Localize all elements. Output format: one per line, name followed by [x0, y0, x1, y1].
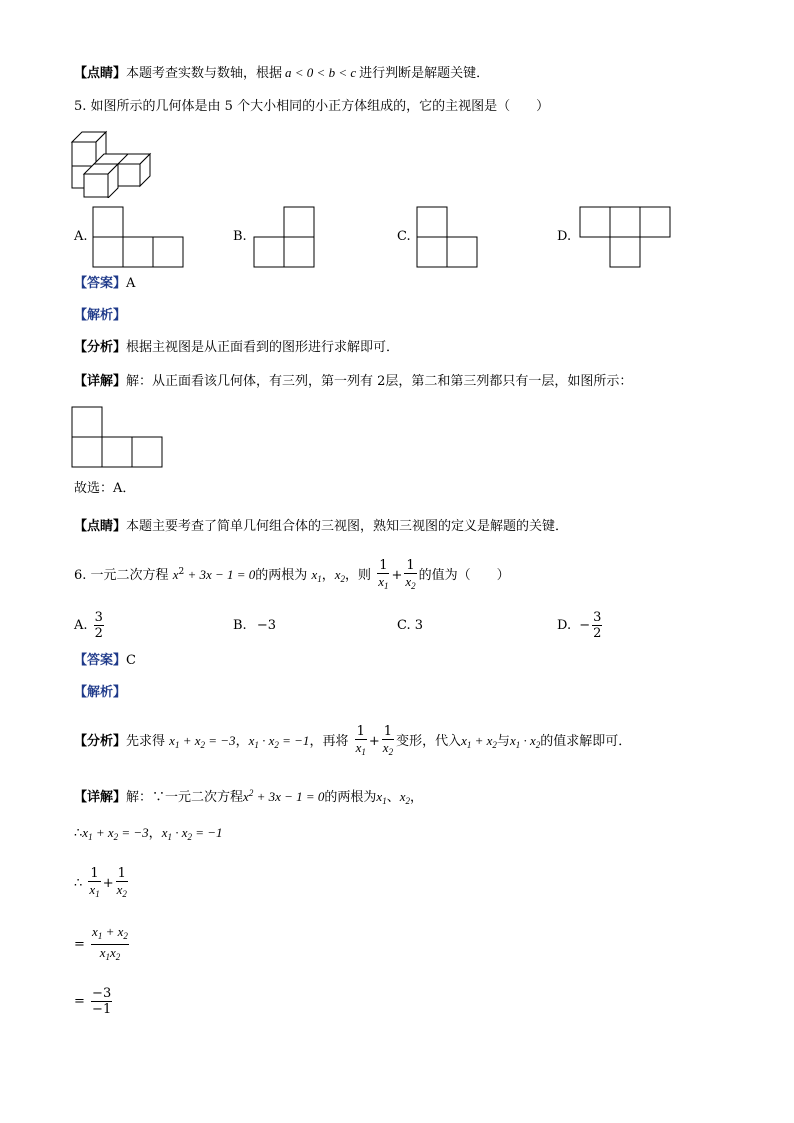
q6-step-4-frac: $\frac{-3}{-1}$ — [92, 986, 112, 1017]
q6-eq-sq: 2 — [178, 567, 185, 577]
dianjing-tag: 【点睛】 — [74, 66, 127, 81]
dianjing-line-1 — [74, 64, 489, 83]
dianjing-text-a: 本题考查实数与数轴，根据 — [126, 66, 283, 81]
dianjing-text-b: 进行判断是解题关键． — [359, 66, 490, 81]
q5-option-d-figure[interactable] — [579, 206, 671, 268]
q6-fenxi-text-2: ，再将 — [309, 734, 349, 749]
q6-fenxi-frac-1: $\frac{1}{x_1}$ — [355, 723, 366, 757]
q6-option-a[interactable] — [74, 606, 106, 646]
q6-xiangjie-x2: $x_2$ — [399, 789, 410, 806]
q6-fenxi-yu: 与 — [496, 734, 510, 749]
q5-xiangjie-tag: 【详解】 — [74, 374, 127, 389]
q5-solid-figure — [70, 130, 154, 198]
q6-option-d-label: D. — [557, 618, 572, 633]
q6-comma: ， — [321, 568, 335, 583]
q6-step-2-frac-2: $\frac{1}{x_2}$ — [116, 865, 127, 899]
q5-dianjing-tag: 【点睛】 — [74, 519, 127, 534]
q6-ze: ，则 — [345, 568, 372, 583]
q5-solution-figure — [71, 406, 163, 468]
q6-question — [74, 552, 510, 599]
q6-step-3-frac: $\frac{x_1 + x_2}{x_1x_2}$ — [92, 924, 128, 962]
q6-step-4-eq: = — [74, 994, 85, 1009]
q6-x2: $x_2$ — [334, 567, 346, 584]
q6-step-3 — [74, 924, 131, 965]
q5-option-c-figure[interactable] — [416, 206, 478, 268]
q6-xiangjie-x1: $x_1$ — [376, 789, 387, 806]
q6-fenxi-sum-2: $x_1 + x_2$ — [461, 733, 497, 750]
q6-plus: + — [391, 568, 403, 583]
q6-fenxi-plus: + — [368, 734, 380, 749]
q6-option-d-neg: − — [579, 618, 591, 633]
q5-answer-value: A — [126, 276, 136, 291]
q5-jiexi: 【解析】 — [74, 308, 127, 323]
q6-jiexi: 【解析】 — [74, 685, 127, 700]
q6-fenxi-text-3: 变形，代入 — [396, 734, 462, 749]
q6-fenxi — [74, 721, 631, 765]
q6-step-2-plus: + — [102, 876, 114, 891]
q6-xiangjie-dun: 、 — [386, 790, 400, 805]
q6-fenxi-prod-2: $x_1 \cdot x_2$ — [509, 733, 541, 750]
q6-frac-1: $\frac{1}{x_1}$ — [378, 557, 389, 591]
q6-step-4 — [74, 982, 114, 1022]
q5-option-b-label[interactable]: B. — [233, 229, 247, 244]
q6-xiangjie-text-1: 解：∵一元二次方程 — [126, 790, 244, 805]
q6-fenxi-tag: 【分析】 — [74, 734, 127, 749]
q6-step-2 — [74, 864, 130, 904]
q6-fenxi-text-4: 的值求解即可． — [540, 734, 632, 749]
q6-option-b[interactable] — [233, 606, 276, 646]
q6-step-1-sum: $x_1 + x_2 = -3$ — [82, 825, 149, 842]
q6-suffix: 的值为（ ） — [418, 568, 510, 583]
q6-eq-x: x — [172, 567, 179, 582]
q6-option-d[interactable] — [557, 606, 604, 646]
q5-option-a-label[interactable]: A. — [74, 229, 88, 244]
q6-x1: $x_1$ — [311, 567, 322, 584]
q6-fenxi-prod: $x_1 \cdot x_2 = -1$ — [248, 733, 310, 750]
q6-fenxi-sum: $x_1 + x_2 = -3$ — [169, 733, 236, 750]
q5-fenxi-tag: 【分析】 — [74, 340, 127, 355]
q5-option-b-figure[interactable] — [253, 206, 315, 268]
q6-xiangjie-comma: ， — [410, 790, 424, 805]
q6-option-b-label: B. — [233, 618, 247, 633]
q6-fenxi-frac-2: $\frac{1}{x_2}$ — [382, 723, 394, 757]
q6-step-2-frac-1: $\frac{1}{x_1}$ — [89, 865, 100, 899]
q6-step-1-prod: $x_1 \cdot x_2 = -1$ — [161, 825, 223, 842]
q6-fenxi-text-1: 先求得 — [126, 734, 166, 749]
q6-option-c[interactable]: C. 3 — [397, 618, 424, 633]
q6-step-1-therefore: ∴ — [74, 826, 83, 841]
q6-mid: 的两根为 — [255, 568, 308, 583]
q6-step-1-comma: ， — [148, 826, 162, 841]
q6-xiangjie-tag: 【详解】 — [74, 790, 127, 805]
q6-xiangjie-eq: $x^2 + 3x - 1 = 0$ — [243, 788, 325, 804]
q6-step-3-eq: = — [74, 937, 85, 952]
q6-step-2-therefore: ∴ — [74, 876, 83, 891]
q5-fenxi — [74, 339, 399, 357]
q6-option-d-frac: $\frac{3}{2}$ — [593, 610, 602, 641]
q6-frac-2: $\frac{1}{x_2}$ — [405, 557, 416, 591]
q6-option-a-frac: $\frac{3}{2}$ — [94, 610, 103, 641]
q5-xiangjie-text: 解：从正面看该几何体，有三列，第一列有 2层，第二和第三列都只有一层，如图所示： — [126, 374, 633, 389]
q5-dianjing-text: 本题主要考查了简单几何组合体的三视图，熟知三视图的定义是解题的关键． — [126, 519, 569, 534]
q6-option-a-label: A. — [74, 618, 88, 633]
dianjing-expr: a < 0 < b < c — [285, 65, 357, 80]
q5-xiangjie — [74, 373, 632, 391]
q6-eq-rest: + 3x − 1 = 0 — [184, 567, 256, 582]
q5-answer-tag: 【答案】 — [74, 276, 127, 291]
q6-answer-value: C — [126, 653, 136, 668]
q6-step-1 — [74, 824, 223, 846]
q5-option-a-figure[interactable] — [92, 206, 184, 268]
q5-dianjing — [74, 518, 568, 536]
q5-option-d-label[interactable]: D. — [557, 229, 572, 244]
q5-question: 5. 如图所示的几何体是由 5 个大小相同的小正方体组成的，它的主视图是（ ） — [74, 99, 550, 114]
q6-xiangjie — [74, 784, 423, 810]
q6-answer-tag: 【答案】 — [74, 653, 127, 668]
q6-fenxi-comma: ， — [235, 734, 249, 749]
q6-prefix: 6. 一元二次方程 — [74, 568, 169, 583]
q6-answer — [74, 652, 136, 670]
q5-option-c-label[interactable]: C. — [397, 229, 411, 244]
q6-xiangjie-text-2: 的两根为 — [324, 790, 377, 805]
q5-guxuan: 故选：A． — [74, 481, 136, 496]
q6-option-b-value: −3 — [256, 618, 276, 633]
q5-fenxi-text: 根据主视图是从正面看到的图形进行求解即可． — [126, 340, 400, 355]
q5-answer — [74, 275, 135, 293]
